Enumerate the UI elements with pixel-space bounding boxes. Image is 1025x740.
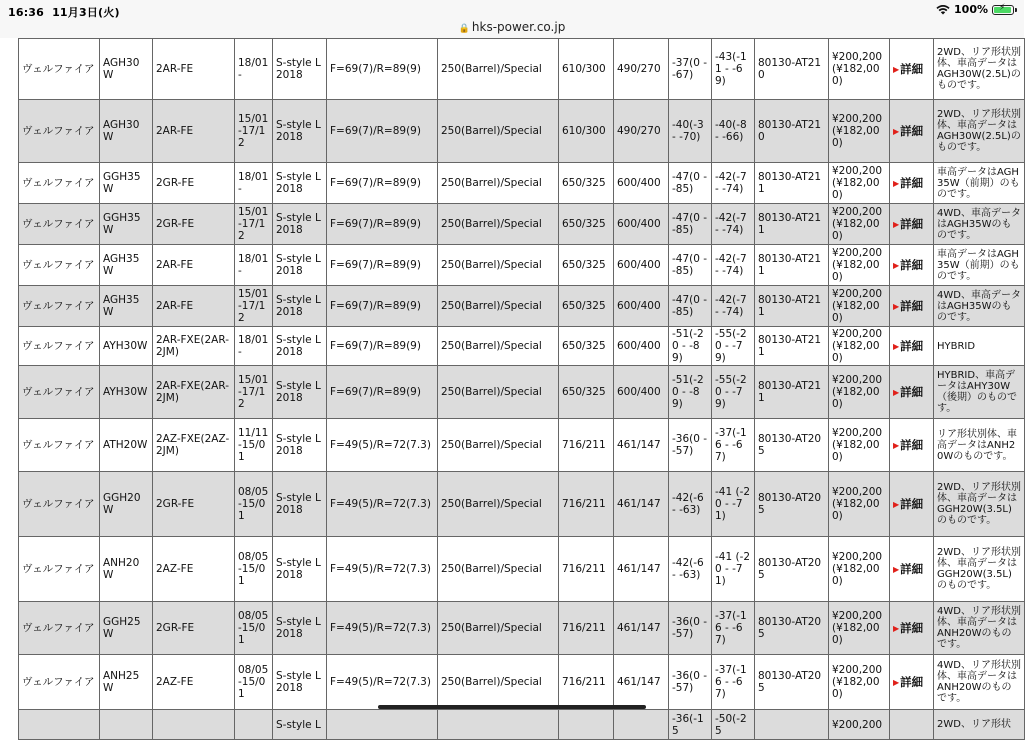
table-row	[19, 163, 1025, 204]
cell-model: AGH30W	[100, 39, 153, 100]
cell-rh: -37(-16 - -67)	[712, 655, 755, 710]
cell-damper: 250(Barrel)/Special	[438, 472, 559, 537]
table-row	[19, 472, 1025, 537]
cell-note: リア形状別体、車高データはANH20Wのものです。	[934, 419, 1025, 472]
cell-model: ANH25W	[100, 655, 153, 710]
cell-car: ヴェルファイア	[19, 204, 100, 245]
cell-f-len: 716/211	[559, 655, 614, 710]
cell-model: AYH30W	[100, 327, 153, 366]
cell-price: ¥200,200	[829, 710, 890, 740]
cell-year: 08/05-15/01	[235, 655, 273, 710]
cell-f-len: 610/300	[559, 39, 614, 100]
cell-year: 15/01-17/12	[235, 286, 273, 327]
battery-percent: 100%	[954, 3, 988, 16]
wifi-icon	[936, 5, 950, 15]
cell-rh: -37(-16 - -67)	[712, 602, 755, 655]
status-indicators	[936, 3, 1014, 16]
cell-engine	[153, 710, 235, 740]
cell-type: S-style L 2018	[273, 419, 327, 472]
cell-spring: F=69(7)/R=89(9)	[327, 366, 438, 419]
cell-price: ¥200,200 (¥182,000)	[829, 472, 890, 537]
cell-damper: 250(Barrel)/Special	[438, 602, 559, 655]
cell-year: 08/05-15/01	[235, 537, 273, 602]
detail-link[interactable]	[890, 204, 934, 245]
cell-engine: 2GR-FE	[153, 163, 235, 204]
cell-damper	[438, 710, 559, 740]
cell-price: ¥200,200 (¥182,000)	[829, 39, 890, 100]
cell-part: 80130-AT210	[755, 39, 829, 100]
cell-r-len: 461/147	[614, 602, 669, 655]
cell-fh: -36(0 - -57)	[669, 602, 712, 655]
table-row	[19, 286, 1025, 327]
cell-part: 80130-AT211	[755, 204, 829, 245]
cell-price: ¥200,200 (¥182,000)	[829, 419, 890, 472]
cell-type: S-style L 2018	[273, 366, 327, 419]
detail-label: 詳細	[900, 561, 924, 576]
cell-car: ヴェルファイア	[19, 286, 100, 327]
detail-label: 詳細	[900, 620, 924, 635]
home-indicator[interactable]	[378, 705, 646, 709]
cell-note: 2WD、リア形状別体、車高データはAGH30W(2.5L)のものです。	[934, 100, 1025, 163]
table-row	[19, 602, 1025, 655]
detail-label: 詳細	[900, 61, 924, 76]
table-row	[19, 204, 1025, 245]
cell-fh: -47(0 - -85)	[669, 204, 712, 245]
cell-damper: 250(Barrel)/Special	[438, 286, 559, 327]
cell-f-len: 650/325	[559, 366, 614, 419]
cell-damper: 250(Barrel)/Special	[438, 655, 559, 710]
cell-rh: -42(-7 - -74)	[712, 245, 755, 286]
detail-link[interactable]	[890, 163, 934, 204]
detail-label: 詳細	[900, 496, 924, 511]
cell-damper: 250(Barrel)/Special	[438, 537, 559, 602]
play-arrow-icon: ▶	[893, 260, 900, 270]
cell-engine: 2GR-FE	[153, 602, 235, 655]
cell-type: S-style L 2018	[273, 655, 327, 710]
cell-f-len: 716/211	[559, 472, 614, 537]
table-row	[19, 419, 1025, 472]
play-arrow-icon: ▶	[893, 341, 900, 351]
play-arrow-icon: ▶	[893, 564, 900, 574]
detail-label: 詳細	[900, 674, 924, 689]
cell-car: ヴェルファイア	[19, 602, 100, 655]
product-table	[18, 38, 1025, 740]
cell-year: 18/01-	[235, 245, 273, 286]
cell-spring: F=69(7)/R=89(9)	[327, 327, 438, 366]
status-bar	[0, 0, 1024, 38]
table-row	[19, 537, 1025, 602]
cell-spring: F=69(7)/R=89(9)	[327, 39, 438, 100]
cell-f-len: 650/325	[559, 286, 614, 327]
cell-f-len: 650/325	[559, 204, 614, 245]
cell-year: 18/01-	[235, 39, 273, 100]
cell-year: 08/05-15/01	[235, 602, 273, 655]
cell-type: S-style L 2018	[273, 472, 327, 537]
detail-link[interactable]	[890, 100, 934, 163]
cell-year: 11/11-15/01	[235, 419, 273, 472]
cell-note: 車高データはAGH35W（前期）のものです。	[934, 245, 1025, 286]
cell-model: AGH35W	[100, 286, 153, 327]
cell-spring: F=49(5)/R=72(7.3)	[327, 602, 438, 655]
cell-fh: -40(-3 - -70)	[669, 100, 712, 163]
cell-engine: 2AR-FE	[153, 286, 235, 327]
cell-model: ANH20W	[100, 537, 153, 602]
cell-note: 2WD、リア形状	[934, 710, 1025, 740]
cell-type: S-style L 2018	[273, 39, 327, 100]
product-table-container[interactable]	[18, 38, 1024, 737]
cell-spring: F=49(5)/R=72(7.3)	[327, 419, 438, 472]
cell-note: HYBRID、車高データはAHY30W（後期）のものです。	[934, 366, 1025, 419]
cell-spring	[327, 710, 438, 740]
cell-model	[100, 710, 153, 740]
cell-spring: F=69(7)/R=89(9)	[327, 245, 438, 286]
cell-rh: -55(-20 - -79)	[712, 327, 755, 366]
cell-car: ヴェルファイア	[19, 327, 100, 366]
cell-year: 15/01-17/12	[235, 100, 273, 163]
play-arrow-icon: ▶	[893, 178, 900, 188]
cell-note: 4WD、リア形状別体、車高データはANH20Wのものです。	[934, 602, 1025, 655]
cell-engine: 2AR-FXE(2AR-2JM)	[153, 366, 235, 419]
cell-engine: 2AR-FE	[153, 39, 235, 100]
table-row	[19, 100, 1025, 163]
cell-r-len	[614, 710, 669, 740]
cell-type: S-style L 2018	[273, 537, 327, 602]
cell-damper: 250(Barrel)/Special	[438, 100, 559, 163]
cell-r-len: 600/400	[614, 204, 669, 245]
cell-rh: -42(-7 - -74)	[712, 204, 755, 245]
table-row	[19, 366, 1025, 419]
lock-icon: 🔒	[458, 24, 470, 34]
cell-f-len: 716/211	[559, 602, 614, 655]
cell-car: ヴェルファイア	[19, 39, 100, 100]
cell-car: ヴェルファイア	[19, 472, 100, 537]
cell-damper: 250(Barrel)/Special	[438, 163, 559, 204]
cell-rh: -37(-16 - -67)	[712, 419, 755, 472]
cell-f-len: 610/300	[559, 100, 614, 163]
play-arrow-icon: ▶	[893, 623, 900, 633]
table-row	[19, 710, 1025, 740]
address-bar[interactable]	[0, 20, 1024, 34]
cell-fh: -36(-15	[669, 710, 712, 740]
cell-engine: 2GR-FE	[153, 204, 235, 245]
cell-r-len: 600/400	[614, 245, 669, 286]
cell-price: ¥200,200 (¥182,000)	[829, 537, 890, 602]
cell-r-len: 461/147	[614, 419, 669, 472]
cell-type: S-style L 2018	[273, 245, 327, 286]
cell-rh: -41 (-20 - -71)	[712, 537, 755, 602]
cell-rh: -41 (-20 - -71)	[712, 472, 755, 537]
play-arrow-icon: ▶	[893, 440, 900, 450]
cell-model: AGH30W	[100, 100, 153, 163]
cell-part: 80130-AT211	[755, 163, 829, 204]
cell-year: 15/01-17/12	[235, 366, 273, 419]
cell-fh: -51(-20 - -89)	[669, 327, 712, 366]
cell-fh: -36(0 - -57)	[669, 655, 712, 710]
detail-label: 詳細	[900, 437, 924, 452]
play-arrow-icon: ▶	[893, 677, 900, 687]
cell-damper: 250(Barrel)/Special	[438, 39, 559, 100]
cell-part: 80130-AT210	[755, 100, 829, 163]
cell-part: 80130-AT205	[755, 419, 829, 472]
cell-type: S-style L 2018	[273, 327, 327, 366]
cell-damper: 250(Barrel)/Special	[438, 366, 559, 419]
cell-price: ¥200,200 (¥182,000)	[829, 100, 890, 163]
table-row	[19, 327, 1025, 366]
cell-fh: -42(-6 - -63)	[669, 537, 712, 602]
cell-year: 15/01-17/12	[235, 204, 273, 245]
cell-year: 18/01-	[235, 163, 273, 204]
cell-part: 80130-AT205	[755, 537, 829, 602]
cell-spring: F=69(7)/R=89(9)	[327, 163, 438, 204]
cell-note: 2WD、リア形状別体、車高データはGGH20W(3.5L)のものです。	[934, 537, 1025, 602]
cell-price: ¥200,200 (¥182,000)	[829, 327, 890, 366]
cell-car: ヴェルファイア	[19, 245, 100, 286]
status-time	[8, 4, 120, 20]
detail-label: 詳細	[900, 338, 924, 353]
cell-rh: -43(-11 - -69)	[712, 39, 755, 100]
cell-spring: F=49(5)/R=72(7.3)	[327, 537, 438, 602]
detail-label: 詳細	[900, 257, 924, 272]
cell-type: S-style L 2018	[273, 204, 327, 245]
cell-f-len	[559, 710, 614, 740]
detail-link[interactable]	[890, 366, 934, 419]
cell-fh: -36(0 - -57)	[669, 419, 712, 472]
cell-year: 08/05-15/01	[235, 472, 273, 537]
cell-note: 2WD、リア形状別体、車高データはAGH30W(2.5L)のものです。	[934, 39, 1025, 100]
cell-r-len: 600/400	[614, 366, 669, 419]
detail-link[interactable]	[890, 655, 934, 710]
detail-link[interactable]	[890, 245, 934, 286]
cell-year	[235, 710, 273, 740]
cell-r-len: 461/147	[614, 537, 669, 602]
cell-price: ¥200,200 (¥182,000)	[829, 163, 890, 204]
cell-car: ヴェルファイア	[19, 366, 100, 419]
cell-spring: F=69(7)/R=89(9)	[327, 204, 438, 245]
detail-label: 詳細	[900, 123, 924, 138]
detail-link[interactable]	[890, 602, 934, 655]
cell-fh: -37(0 - -67)	[669, 39, 712, 100]
detail-link[interactable]	[890, 537, 934, 602]
cell-damper: 250(Barrel)/Special	[438, 245, 559, 286]
cell-r-len: 600/400	[614, 163, 669, 204]
cell-fh: -47(0 - -85)	[669, 163, 712, 204]
cell-engine: 2AZ-FE	[153, 655, 235, 710]
cell-r-len: 461/147	[614, 655, 669, 710]
cell-model: GGH25W	[100, 602, 153, 655]
cell-note: 4WD、車高データはAGH35Wのものです。	[934, 286, 1025, 327]
cell-year: 18/01-	[235, 327, 273, 366]
cell-f-len: 650/325	[559, 163, 614, 204]
cell-note: 4WD、リア形状別体、車高データはANH20Wのものです。	[934, 655, 1025, 710]
cell-f-len: 650/325	[559, 245, 614, 286]
table-row	[19, 245, 1025, 286]
cell-r-len: 600/400	[614, 286, 669, 327]
cell-price: ¥200,200 (¥182,000)	[829, 602, 890, 655]
cell-f-len: 650/325	[559, 327, 614, 366]
cell-spring: F=69(7)/R=89(9)	[327, 286, 438, 327]
cell-rh: -40(-8 - -66)	[712, 100, 755, 163]
detail-link[interactable]	[890, 710, 934, 740]
cell-car: ヴェルファイア	[19, 100, 100, 163]
cell-fh: -47(0 - -85)	[669, 245, 712, 286]
cell-damper: 250(Barrel)/Special	[438, 327, 559, 366]
cell-type: S-style L 2018	[273, 100, 327, 163]
cell-model: GGH35W	[100, 163, 153, 204]
cell-engine: 2AR-FE	[153, 245, 235, 286]
cell-f-len: 716/211	[559, 537, 614, 602]
cell-price: ¥200,200 (¥182,000)	[829, 245, 890, 286]
cell-engine: 2AR-FE	[153, 100, 235, 163]
cell-engine: 2AR-FXE(2AR-2JM)	[153, 327, 235, 366]
cell-damper: 250(Barrel)/Special	[438, 419, 559, 472]
cell-model: AGH35W	[100, 245, 153, 286]
cell-rh: -50(-25	[712, 710, 755, 740]
cell-part	[755, 710, 829, 740]
cell-fh: -47(0 - -85)	[669, 286, 712, 327]
play-arrow-icon: ▶	[893, 499, 900, 509]
cell-price: ¥200,200 (¥182,000)	[829, 286, 890, 327]
cell-type: S-style L 2018	[273, 286, 327, 327]
cell-spring: F=49(5)/R=72(7.3)	[327, 472, 438, 537]
play-arrow-icon: ▶	[893, 387, 900, 397]
cell-type: S-style L 2018	[273, 602, 327, 655]
cell-car: ヴェルファイア	[19, 537, 100, 602]
cell-note: 2WD、リア形状別体、車高データはGGH20W(3.5L)のものです。	[934, 472, 1025, 537]
detail-label: 詳細	[900, 175, 924, 190]
detail-link[interactable]	[890, 472, 934, 537]
cell-engine: 2AZ-FE	[153, 537, 235, 602]
play-arrow-icon: ▶	[893, 126, 900, 136]
cell-type: S-style L	[273, 710, 327, 740]
cell-price: ¥200,200 (¥182,000)	[829, 366, 890, 419]
cell-spring: F=49(5)/R=72(7.3)	[327, 655, 438, 710]
cell-model: AYH30W	[100, 366, 153, 419]
detail-link[interactable]	[890, 327, 934, 366]
cell-part: 80130-AT211	[755, 366, 829, 419]
cell-part: 80130-AT205	[755, 655, 829, 710]
detail-label: 詳細	[900, 216, 924, 231]
cell-rh: -42(-7 - -74)	[712, 286, 755, 327]
cell-r-len: 490/270	[614, 39, 669, 100]
detail-label: 詳細	[900, 298, 924, 313]
cell-part: 80130-AT211	[755, 245, 829, 286]
table-row	[19, 39, 1025, 100]
cell-car	[19, 710, 100, 740]
cell-price: ¥200,200 (¥182,000)	[829, 655, 890, 710]
battery-icon: ⚡	[992, 5, 1014, 15]
detail-label: 詳細	[900, 384, 924, 399]
play-arrow-icon: ▶	[893, 64, 900, 74]
url-text: hks-power.co.jp	[471, 20, 566, 34]
cell-engine: 2GR-FE	[153, 472, 235, 537]
cell-part: 80130-AT211	[755, 286, 829, 327]
cell-f-len: 716/211	[559, 419, 614, 472]
cell-note: 4WD、車高データはAGH35Wのものです。	[934, 204, 1025, 245]
cell-part: 80130-AT205	[755, 472, 829, 537]
cell-model: ATH20W	[100, 419, 153, 472]
cell-fh: -42(-6 - -63)	[669, 472, 712, 537]
cell-spring: F=69(7)/R=89(9)	[327, 100, 438, 163]
cell-model: GGH35W	[100, 204, 153, 245]
detail-link[interactable]	[890, 419, 934, 472]
cell-part: 80130-AT211	[755, 327, 829, 366]
cell-car: ヴェルファイア	[19, 163, 100, 204]
cell-r-len: 461/147	[614, 472, 669, 537]
cell-car: ヴェルファイア	[19, 655, 100, 710]
cell-fh: -51(-20 - -89)	[669, 366, 712, 419]
cell-damper: 250(Barrel)/Special	[438, 204, 559, 245]
table-row	[19, 655, 1025, 710]
cell-engine: 2AZ-FXE(2AZ-2JM)	[153, 419, 235, 472]
cell-price: ¥200,200 (¥182,000)	[829, 204, 890, 245]
table-body	[19, 39, 1025, 740]
detail-link[interactable]	[890, 286, 934, 327]
play-arrow-icon: ▶	[893, 219, 900, 229]
play-arrow-icon: ▶	[893, 301, 900, 311]
cell-r-len: 490/270	[614, 100, 669, 163]
cell-note: HYBRID	[934, 327, 1025, 366]
cell-note: 車高データはAGH35W（前期）のものです。	[934, 163, 1025, 204]
cell-r-len: 600/400	[614, 327, 669, 366]
detail-link[interactable]	[890, 39, 934, 100]
status-date: 11月3日(火)	[52, 6, 120, 19]
cell-part: 80130-AT205	[755, 602, 829, 655]
status-clock: 16:36	[8, 6, 45, 19]
cell-car: ヴェルファイア	[19, 419, 100, 472]
cell-rh: -42(-7 - -74)	[712, 163, 755, 204]
cell-rh: -55(-20 - -79)	[712, 366, 755, 419]
cell-type: S-style L 2018	[273, 163, 327, 204]
cell-model: GGH20W	[100, 472, 153, 537]
